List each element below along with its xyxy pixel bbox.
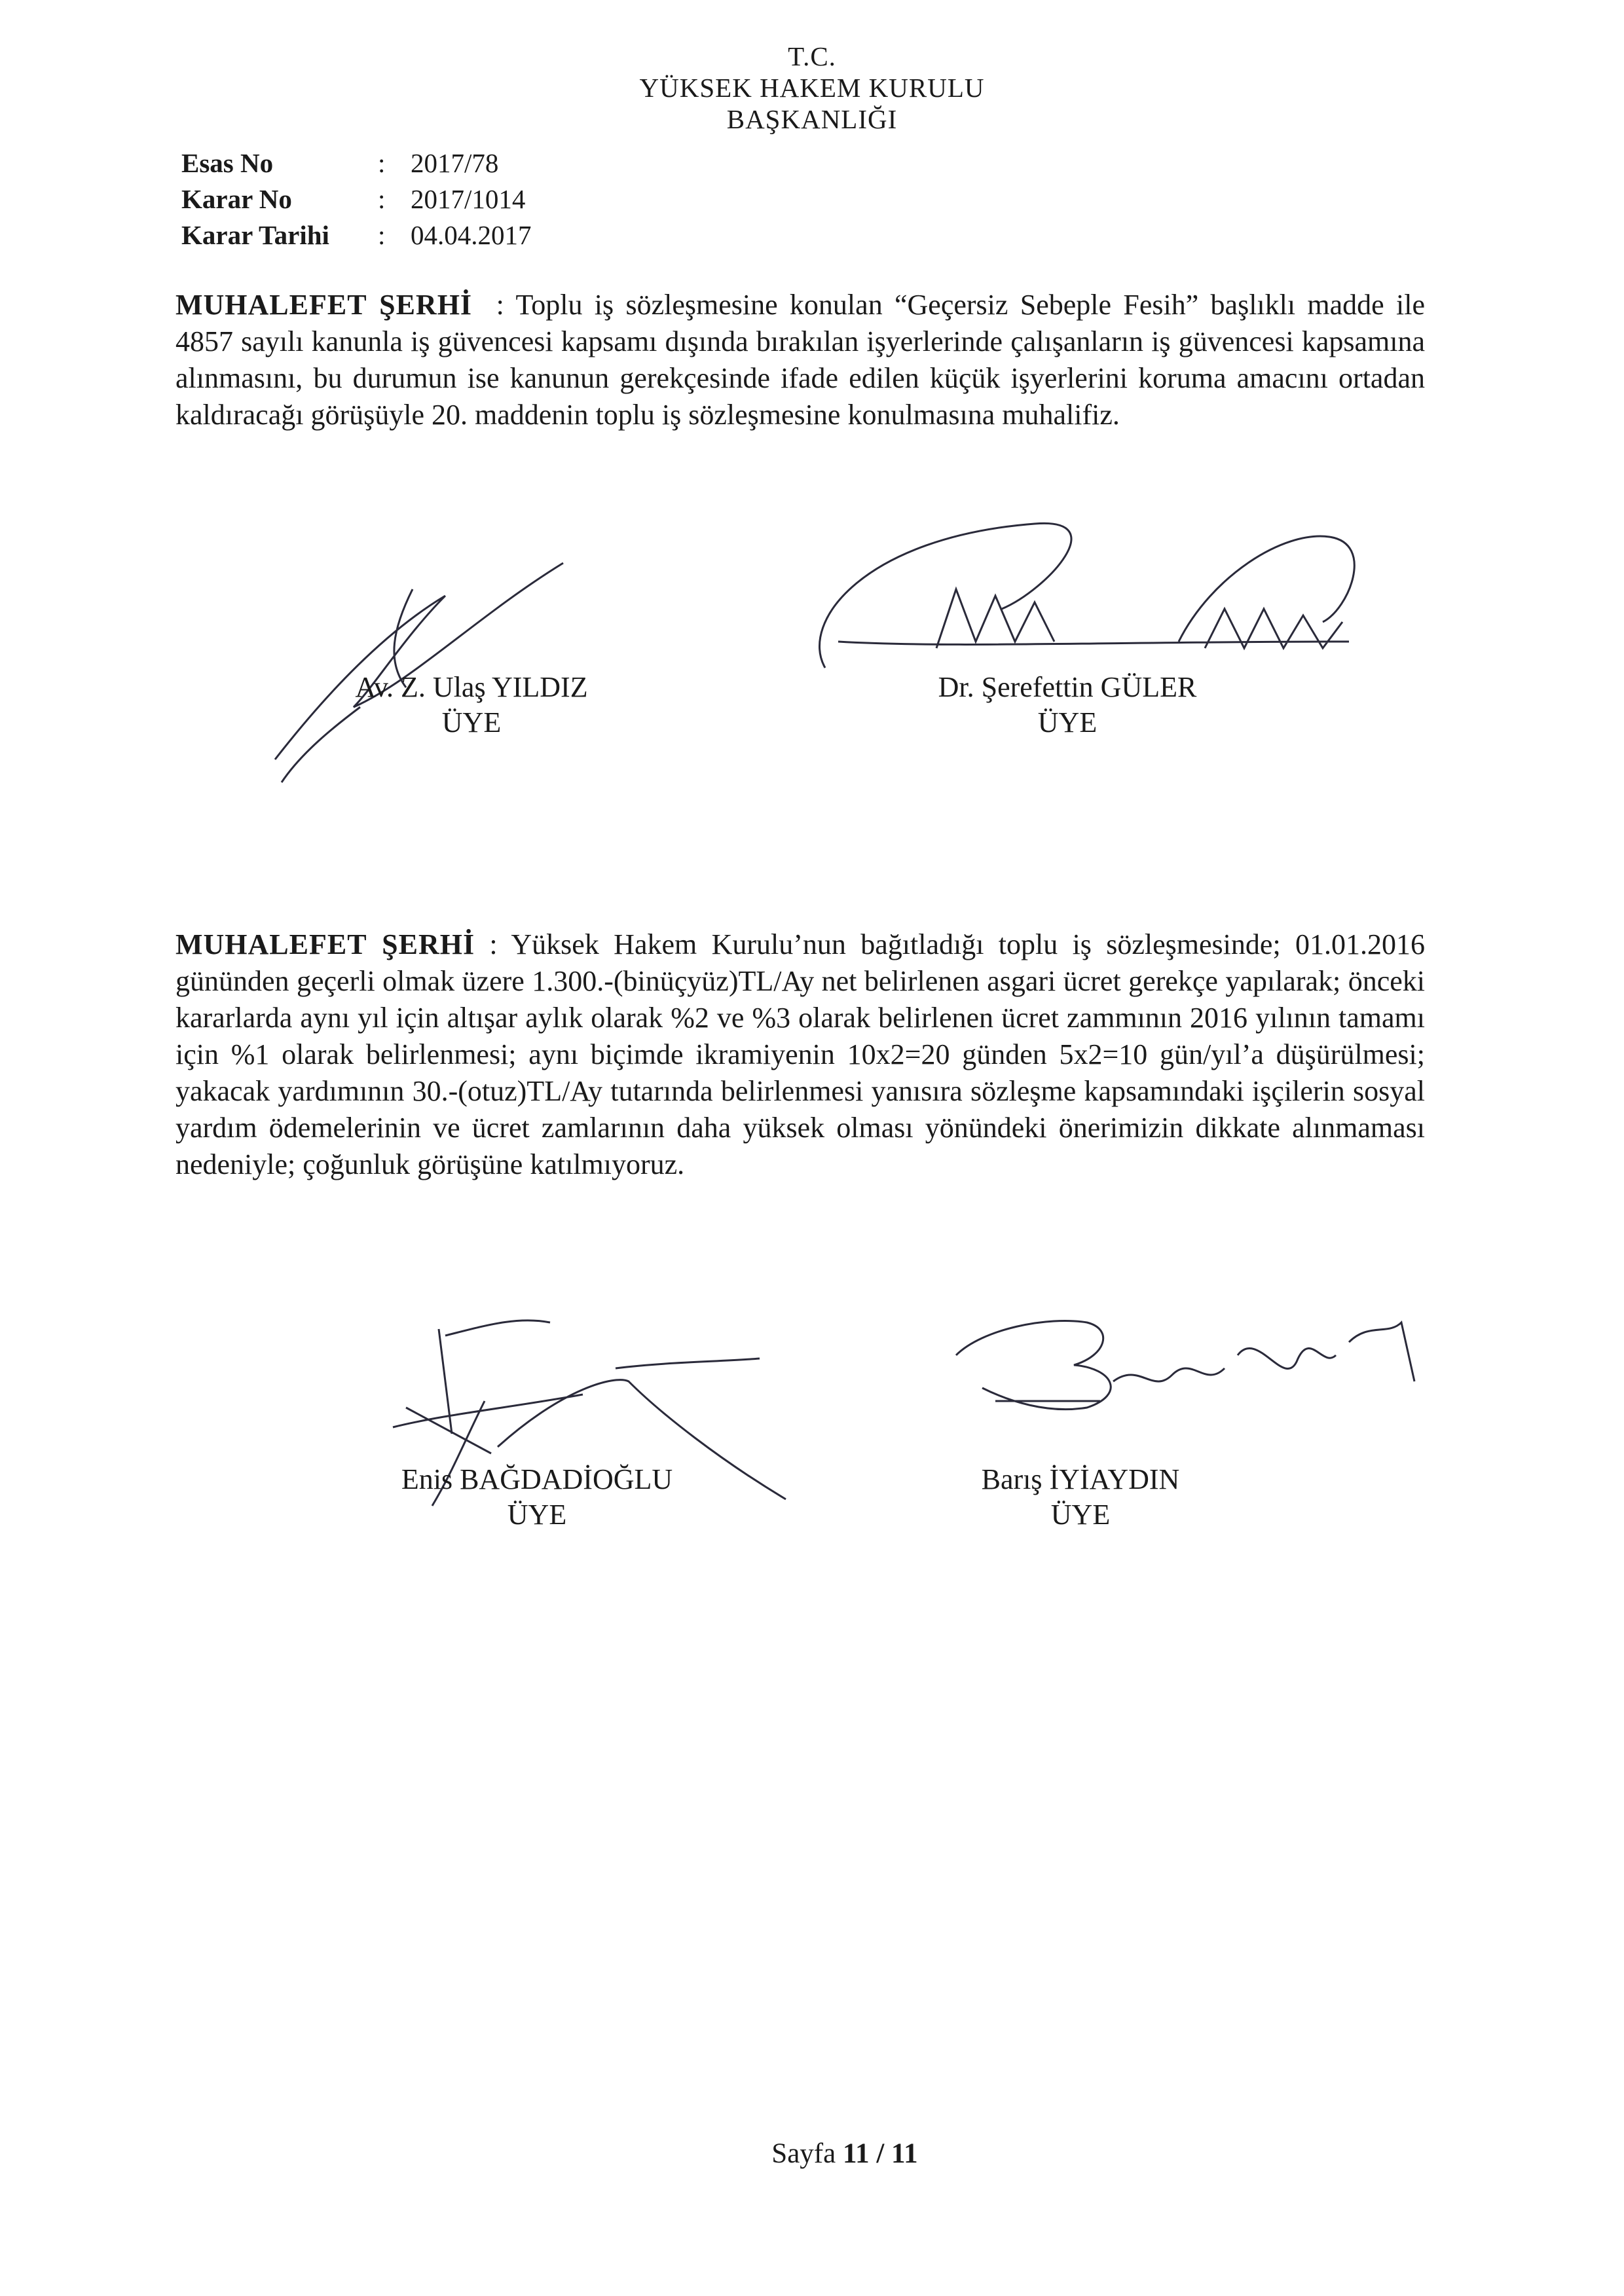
signatory-role: ÜYE xyxy=(441,706,502,738)
dissent-paragraph-1 xyxy=(175,287,1425,433)
page-current: 11 xyxy=(842,2138,870,2169)
dissent-text: Toplu iş sözleşmesine konulan “Geçersiz Sebeple Fesih” başlıklı madde ile 4857 sayılı kanunla iş güvencesi kapsamı dışında bırakılan işyerlerinde çalışanların iş güvencesi kapsamına alınmasını, bu durumun ise kanunun gerekçesinde ifade edilen küçük işyerlerini koruma amacını ortadan kaldıracağı görüşüyle 20. maddenin toplu iş sözleşmesine konulmasına muhalifiz. xyxy=(175,289,1426,431)
meta-colon: : xyxy=(378,148,386,178)
signature-block-yildiz xyxy=(308,670,635,740)
dissent-separator: : xyxy=(475,928,511,960)
dissent-text: Yüksek Hakem Kurulu’nun bağıtladığı toplu iş sözleşmesinde; 01.01.2016 gününden geçerli olmak üzere 1.300.-(binüçyüz)TL/Ay net belirlenen asgari ücret gerekçe yapılarak; önceki kararlarda aynı yıl için altışar aylık olarak %2 ve %3 olarak belirlenen ücret zammının 2016 yılının tamamı için %1 olarak belirlenmesi; aynı biçimde ikramiyenin 10x2=20 günden 5x2=10 gün/yıl’a düşürülmesi; yakacak yardımının 30.-(otuz)TL/Ay tutarında belirlenmesi yanısıra sözleşme kapsamındaki işçilerin sosyal yardım ödemelerinin ve ücret zamlarının daha yüksek olması yönündeki önerimizin dikkate alınmaması nedeniyle; çoğunluk görüşüne katılmıyoruz. xyxy=(175,928,1426,1180)
dissent-heading: MUHALEFET ŞERHİ xyxy=(175,928,475,960)
document-header xyxy=(576,41,1048,135)
signature-block-iyiaydin xyxy=(930,1462,1231,1533)
signatory-name: Barış İYİAYDIN xyxy=(981,1463,1180,1495)
header-department: BAŞKANLIĞI xyxy=(726,104,898,134)
signatory-role: ÜYE xyxy=(1037,706,1098,738)
page-number xyxy=(747,2138,943,2170)
meta-label: Esas No xyxy=(181,148,274,178)
meta-label: Karar Tarihi xyxy=(181,220,329,250)
dissent-heading: MUHALEFET ŞERHİ xyxy=(175,289,473,321)
signature-iyiaydin xyxy=(943,1303,1428,1447)
signatory-role: ÜYE xyxy=(507,1499,567,1531)
meta-value: 2017/78 xyxy=(411,148,499,178)
signature-block-guler xyxy=(871,670,1264,740)
header-institution: YÜKSEK HAKEM KURULU xyxy=(639,73,985,103)
page-label: Sayfa xyxy=(771,2138,836,2169)
meta-row-esas xyxy=(181,145,532,181)
page-total: 11 xyxy=(891,2138,918,2169)
signatory-name: Dr. Şerefettin GÜLER xyxy=(938,671,1197,703)
dissent-separator: : xyxy=(472,289,516,321)
header-country: T.C. xyxy=(788,41,836,71)
meta-row-tarih xyxy=(181,217,532,253)
meta-label: Karar No xyxy=(181,184,292,214)
case-meta xyxy=(181,145,532,253)
signatory-role: ÜYE xyxy=(1050,1499,1111,1531)
signatory-name: Enis BAĞDADİOĞLU xyxy=(401,1463,673,1495)
meta-value: 04.04.2017 xyxy=(411,220,532,250)
meta-colon: : xyxy=(378,184,386,214)
dissent-paragraph-2 xyxy=(175,926,1425,1183)
meta-colon: : xyxy=(378,220,386,250)
meta-row-karar xyxy=(181,181,532,217)
signature-block-bagdadioglu xyxy=(367,1462,707,1533)
signatory-name: Av. Z. Ulaş YILDIZ xyxy=(355,671,588,703)
meta-value: 2017/1014 xyxy=(411,184,526,214)
page-separator: / xyxy=(876,2138,885,2169)
